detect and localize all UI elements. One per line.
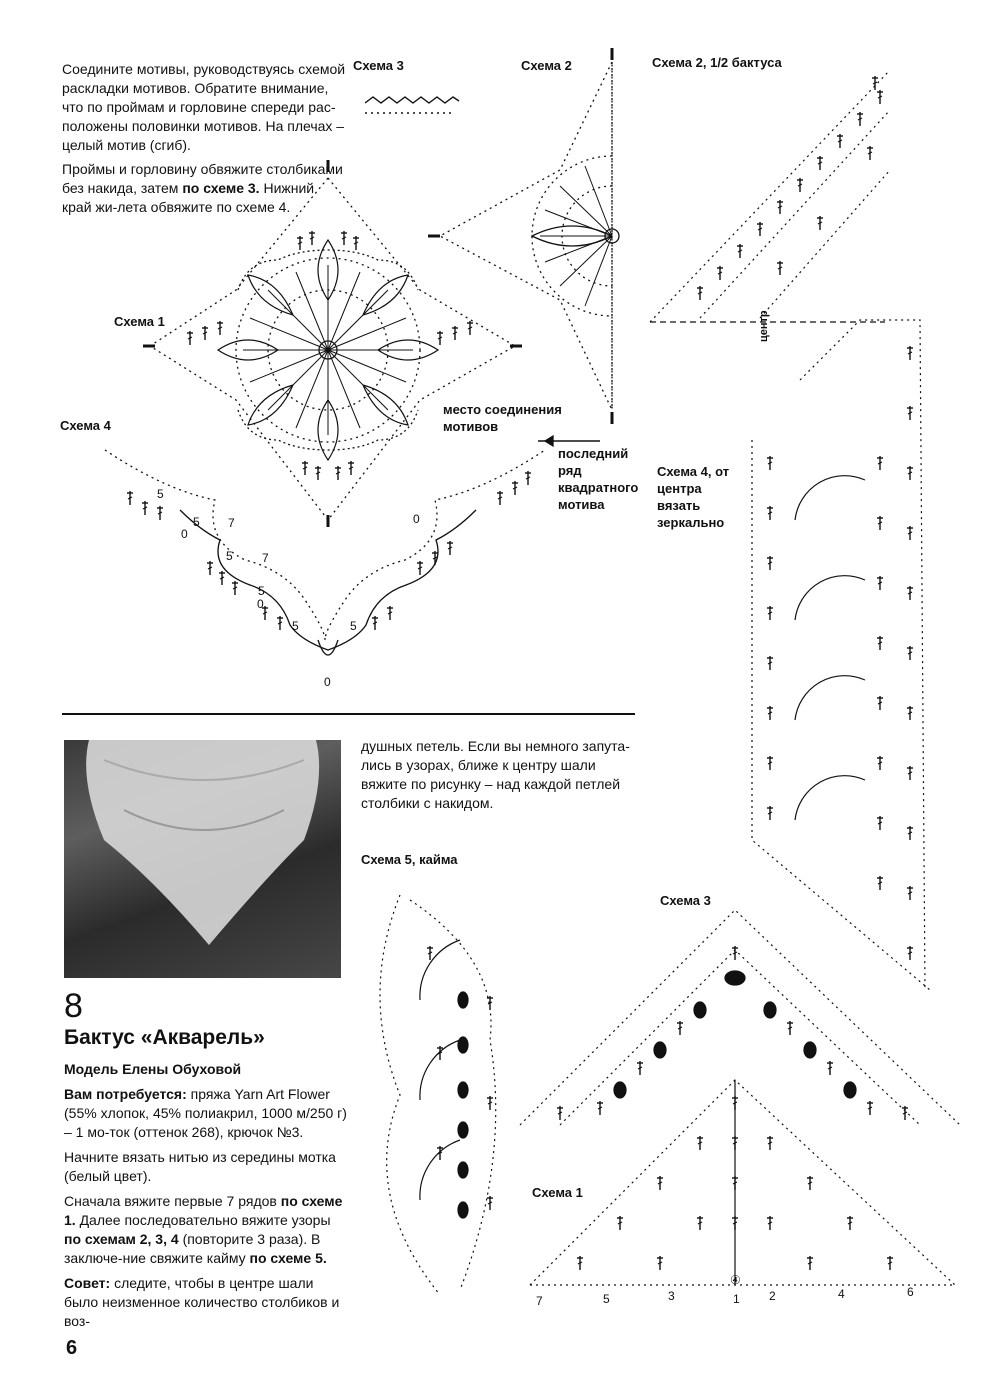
scheme1-num: ④ [730, 1273, 741, 1287]
scheme4-num: 7 [262, 551, 269, 565]
scheme4-num: 0 [257, 597, 264, 611]
scheme4-left-stitches [127, 471, 531, 630]
join-note: место соединения мотивов [443, 402, 562, 434]
article-continued: душных петель. Если вы немного запута-лись в узорах, ближе к центру шали вяжите по рисунку – над каждой петлей столбики с накидом. [361, 738, 630, 811]
p2-c: Далее последовательно вяжите узоры [79, 1212, 331, 1228]
scheme4-number-labels [157, 487, 420, 689]
scheme4-num: 5 [157, 487, 164, 501]
intro-text [62, 60, 347, 217]
scheme1-label: Схема 1 [114, 314, 165, 329]
scheme2-half-label: Схема 2, 1/2 бактуса [652, 55, 782, 70]
need-label: Вам потребуется: [64, 1086, 187, 1102]
scheme2-half-bactus-stitches [697, 76, 883, 300]
need-text: пряжа Yarn Art Flower (55% хлопок, 45% полиакрил, 1000 м/250 г) – 1 мо-ток (оттенок 268), крючок №3. [64, 1086, 347, 1140]
scheme3-top-diagram [365, 97, 459, 113]
p2-b: по схеме 1. [64, 1193, 343, 1228]
scheme4-right-label: Схема 4, от центра вязать зеркально [657, 464, 730, 530]
scheme4-num: 0 [324, 675, 331, 689]
scheme4-label: Схема 4 [60, 418, 111, 433]
centre-label: центр [758, 310, 770, 342]
scheme4-right-diagram [752, 320, 930, 990]
scheme1-num: 7 [536, 1294, 543, 1308]
scheme2-half-motif [428, 48, 619, 424]
scheme4-num: 0 [413, 512, 420, 526]
scheme4-num: 5 [350, 619, 357, 633]
article-p2 [64, 1192, 349, 1268]
scheme4-num: 5 [226, 549, 233, 563]
p2-e: (повторите 3 раза). В заключе-ние свяжите кайму [64, 1231, 321, 1266]
intro-para-2 [62, 160, 347, 217]
scheme4-num: 7 [228, 516, 235, 530]
scheme5-label: Схема 5, кайма [361, 852, 458, 867]
scheme4-num: 5 [193, 515, 200, 529]
scheme1-num: 4 [838, 1287, 845, 1301]
intro-para-2-b: по схеме 3. [182, 180, 260, 196]
scheme1-bottom-diagram [530, 1080, 955, 1285]
last-row-note: последний ряд квадратного мотива [558, 446, 639, 512]
page-number: 6 [66, 1337, 78, 1359]
scheme4-num: 5 [292, 619, 299, 633]
scheme1-num: 1 [733, 1292, 740, 1306]
tip-text: следите, чтобы в центре шали было неизменное количество столбиков и воз- [64, 1275, 340, 1329]
scheme4-num: 5 [258, 584, 265, 598]
scheme4-num: 0 [181, 527, 188, 541]
scheme3-bottom-label: Схема 3 [660, 893, 711, 908]
article-author: Модель Елены Обуховой [64, 1061, 242, 1077]
shawl-photo [64, 740, 341, 978]
article-p1: Начните вязать нитью из середины мотка (белый цвет). [64, 1149, 336, 1184]
scheme2-label: Схема 2 [521, 58, 572, 73]
p2-d: по схемам 2, 3, 4 [64, 1231, 179, 1247]
scheme4-right-stitches [767, 346, 913, 960]
tip-label: Совет: [64, 1275, 111, 1291]
intro-para-1: Соедините мотивы, руководствуясь схемой раскладки мотивов. Обратите внимание, что по проймам и горловине спереди рас-положены половинки мотивов. На плечах – целый мотив (сгиб). [62, 61, 346, 153]
article-block [64, 988, 349, 1331]
p2-f: по схеме 5. [249, 1250, 327, 1266]
scheme1-bottom-label: Схема 1 [532, 1185, 583, 1200]
scheme2-half-bactus [650, 70, 890, 322]
scheme1-num: 3 [668, 1289, 675, 1303]
article-tip [64, 1274, 349, 1331]
scheme5-diagram [380, 895, 496, 1295]
scheme1-num: 2 [769, 1289, 776, 1303]
scheme3-bottom-diagram [520, 910, 960, 1125]
article-number: 8 [64, 987, 83, 1025]
scheme1-num: 5 [603, 1292, 610, 1306]
intro-para-2-c: Нижний край жи-лета обвяжите по схеме 4. [62, 180, 315, 215]
p2-a: Сначала вяжите первые 7 рядов [64, 1193, 277, 1209]
scheme1-num: 6 [907, 1285, 914, 1299]
scheme3-top-label: Схема 3 [353, 58, 404, 73]
scheme1-bottom-number-labels [536, 1273, 914, 1308]
shawl-shape [64, 740, 341, 978]
article-need [64, 1085, 349, 1142]
intro-para-2-a: Проймы и горловину обвяжите столбиками без накида, затем [62, 161, 343, 196]
article-title: Бактус «Акварель» [64, 1026, 265, 1049]
